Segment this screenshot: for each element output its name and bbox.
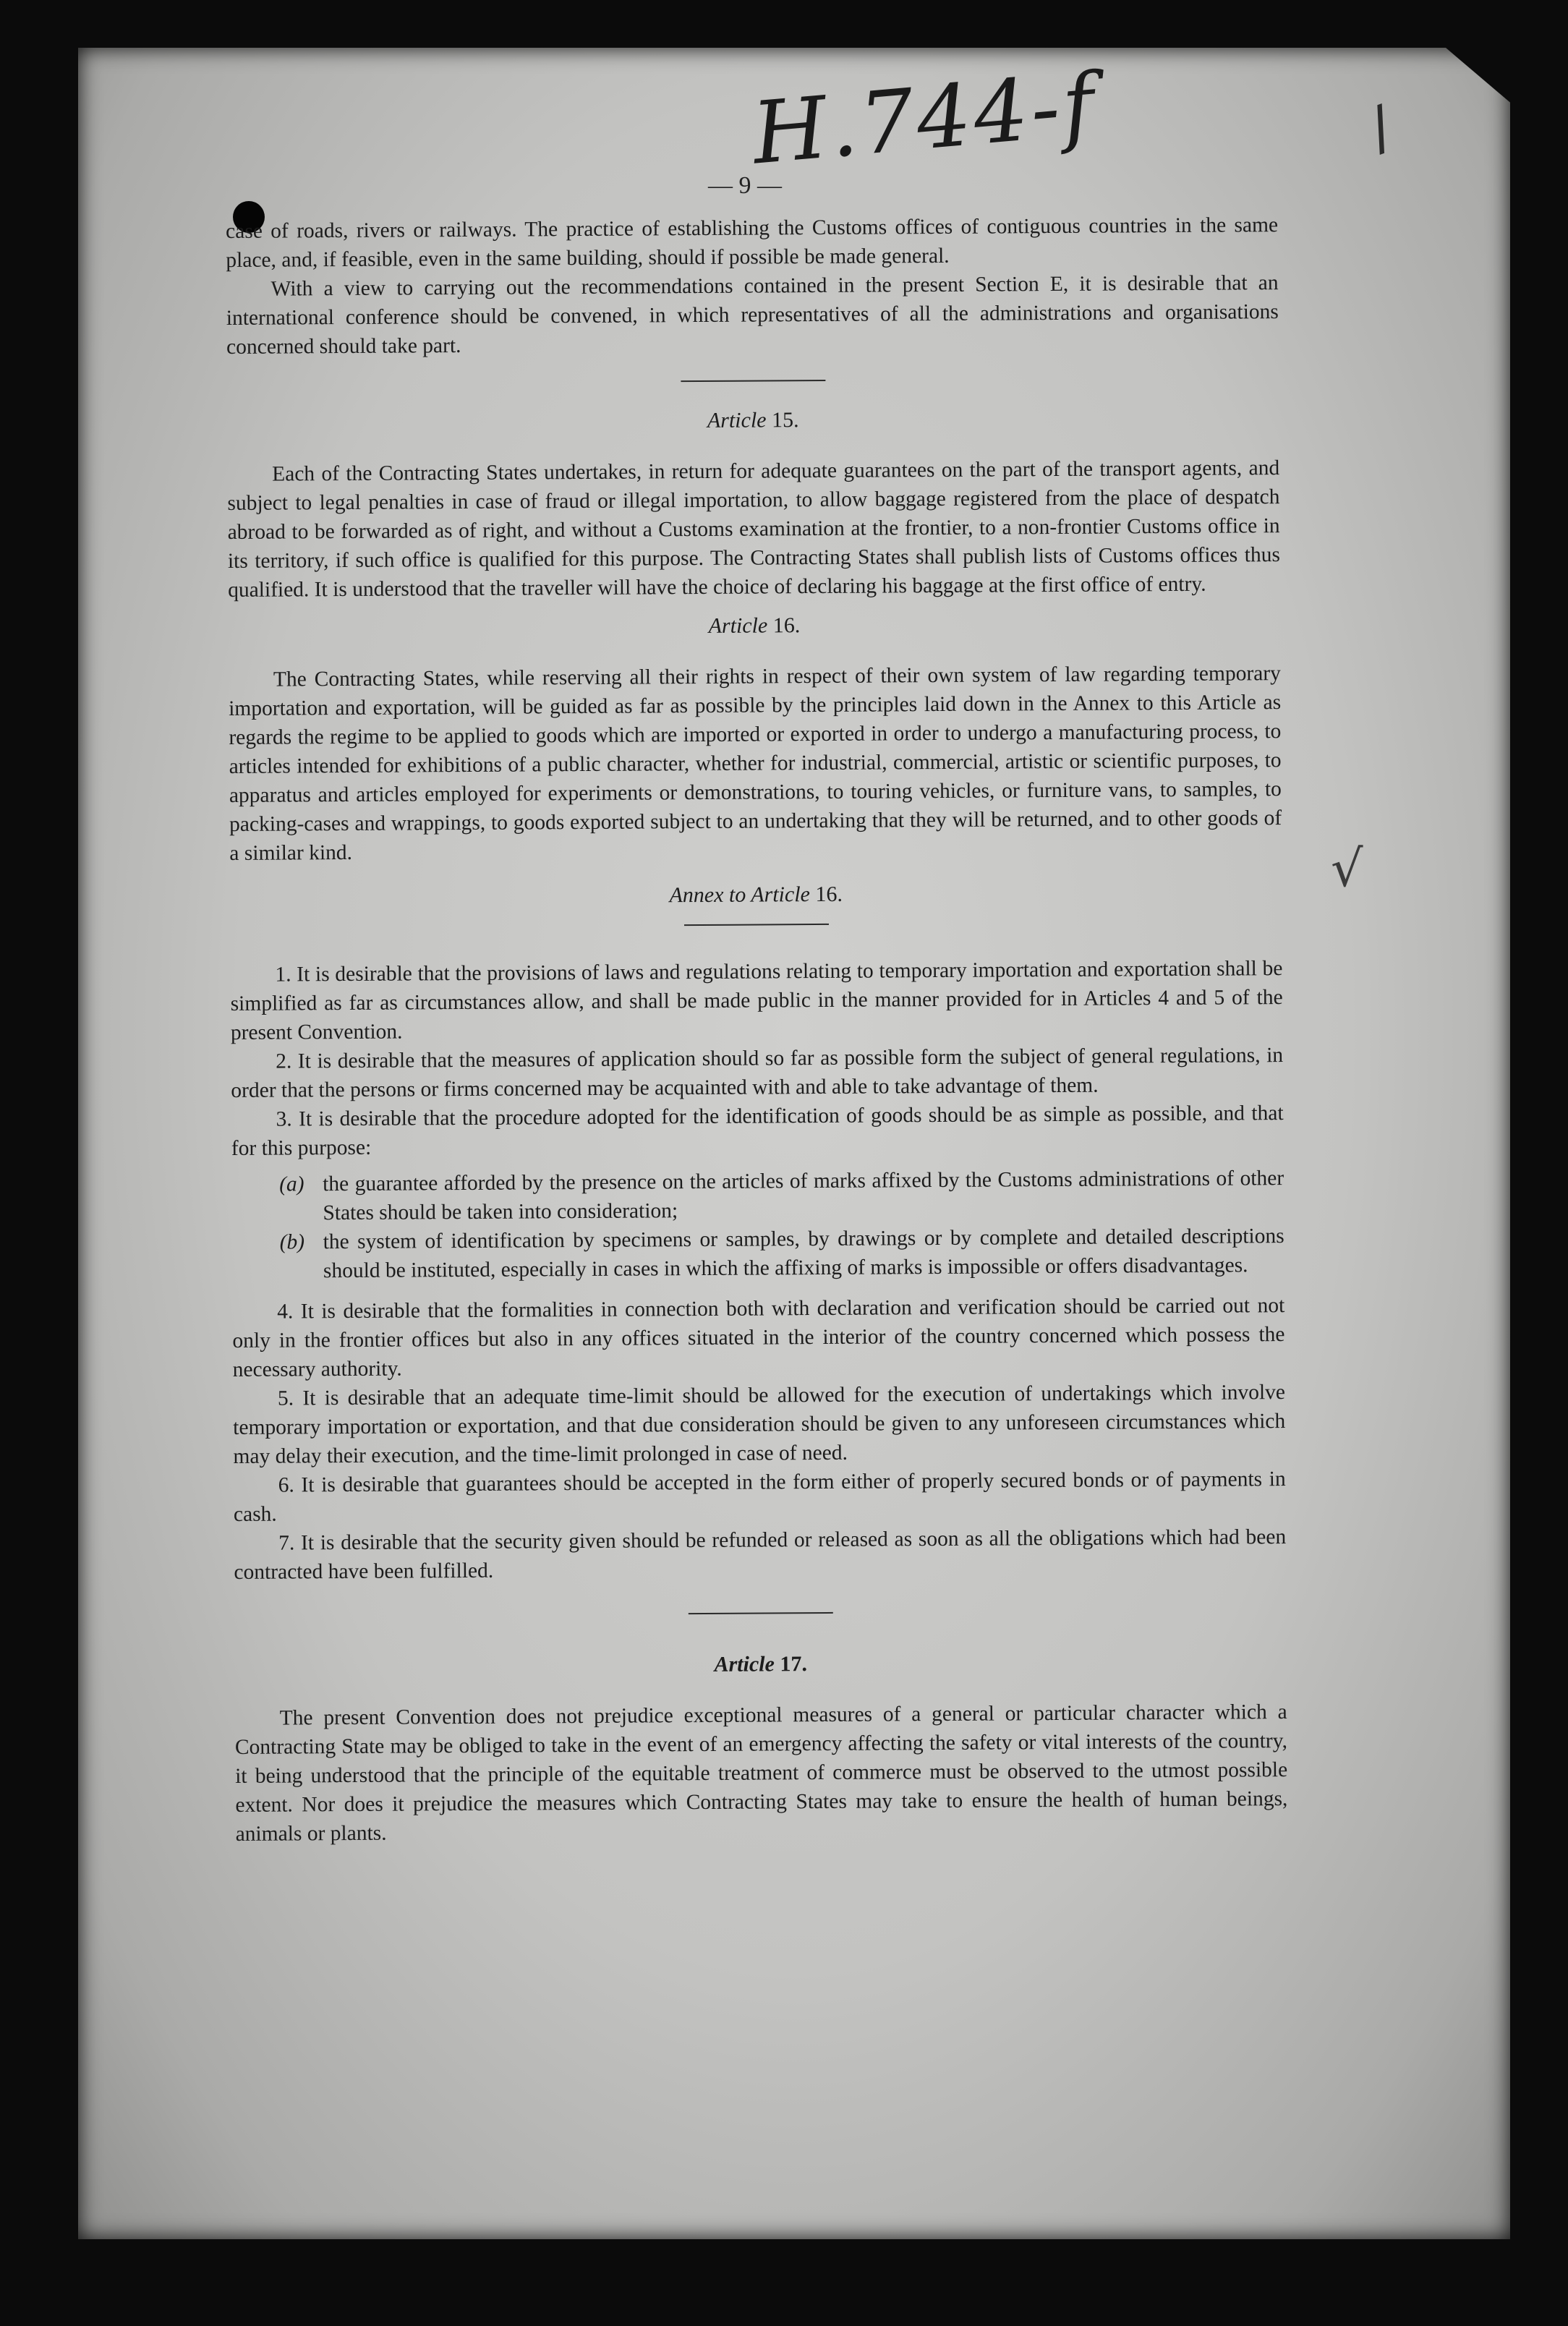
document-body bbox=[226, 210, 1288, 1849]
article-16-text: The Contracting States, while reserving all their rights in respect of their own system of law regarding temporary importation and exportation, will be guided as far as possible by the principles laid down in the Annex to this Article as regards the regime to be applied to goods which are imported or exported in order to undergo a manufacturing process, to articles intended for exhibitions of a public character, whether for industrial, commercial, artistic or scientific purposes, to apparatus and articles employed for experiments or demonstrations, to touring vehicles, or furniture vans, to samples, to packing-cases and wrappings, to goods exported subject to an undertaking that they will be returned, and to other goods of a similar kind. bbox=[229, 662, 1282, 865]
annex-item: 6. It is desirable that guarantees should be accepted in the form either of properly secured bonds or of payments in cash. bbox=[233, 1467, 1286, 1526]
handwritten-reference: H.744-f bbox=[748, 54, 1102, 184]
annex-sub-item: (a) the guarantee afforded by the presence on the articles of marks affixed by the Customs administrations of other States should be taken into consideration; bbox=[279, 1167, 1284, 1225]
section-divider bbox=[681, 380, 825, 382]
annex-item: 2. It is desirable that the measures of application should so far as possible form the subject of general regulations, in order that the persons or firms concerned may be acquainted with and able to take advantage of them. bbox=[231, 1044, 1284, 1102]
margin-check-mark: √ bbox=[1331, 839, 1363, 898]
corner-pencil-mark: / bbox=[1359, 93, 1402, 163]
intro-paragraph-2: With a view to carrying out the recommendations contained in the present Section E, it is desirable that an international conference should be convened, in which representatives of all the administrations and organisations concerned should take part. bbox=[226, 271, 1279, 359]
article-15-heading: Article 15. bbox=[707, 408, 799, 433]
section-divider bbox=[688, 1612, 832, 1614]
annex-item: 4. It is desirable that the formalities in connection both with declaration and verification should be carried out not only in the frontier offices but also in any offices situated in the interior of the country concerned which possess the necessary authority. bbox=[232, 1294, 1285, 1381]
annex-item: 1. It is desirable that the provisions of laws and regulations relating to temporary importation and exportation shall be simplified as far as circumstances allow, and shall be made public in the manner provided for in Articles 4 and 5 of the present Convention. bbox=[230, 957, 1283, 1044]
annex-item: 7. It is desirable that the security given should be refunded or released as soon as all the obligations which had been contracted have been fulfilled. bbox=[234, 1525, 1287, 1584]
annex-16-heading: Annex to Article 16. bbox=[669, 882, 843, 908]
page-number: — 9 — bbox=[708, 172, 782, 199]
article-16-heading: Article 16. bbox=[708, 613, 801, 638]
annex-item: 3. It is desirable that the procedure adopted for the identification of goods should be as simple as possible, and that for this purpose: bbox=[231, 1102, 1284, 1160]
article-15-text: Each of the Contracting States undertakes, in return for adequate guarantees on the part of the transport agents, and subject to legal penalties in case of fraud or illegal importation, to allow baggage registered from the place of despatch abroad to be forwarded as of right, and without a Customs examination at the frontier, to a non-frontier Customs office in its territory, if such office is qualified for this purpose. The Contracting States shall publish lists of Customs offices thus qualified. It is understood that the traveller will have the choice of declaring his baggage at the first office of entry. bbox=[227, 456, 1280, 602]
annex-divider bbox=[683, 924, 828, 926]
intro-paragraph-1: case of roads, rivers or railways. The practice of establishing the Customs offices of contiguous countries in the same place, and, if feasible, even in the same building, should if possible be made general. bbox=[226, 213, 1279, 272]
annex-item: 5. It is desirable that an adequate time-limit should be allowed for the execution of undertakings which involve temporary importation or exportation, and that due consideration should be given to any unforeseen circumstances which may delay their execution, and the time-limit prolonged in case of need. bbox=[233, 1381, 1286, 1468]
annex-sub-list bbox=[231, 1164, 1284, 1286]
annex-sub-item: (b) the system of identification by specimens or samples, by drawings or by complete and detailed descriptions should be instituted, especially in cases in which the affixing of marks is impossible or offers disadvantages. bbox=[279, 1224, 1284, 1283]
article-17-text: The present Convention does not prejudice exceptional measures of a general or particular character which a Contracting State may be obliged to take in the event of an emergency affecting the safety or vital interests of the country, it being understood that the principle of the equitable treatment of commerce must be observed to the utmost possible extent. Nor does it prejudice the measures which Contracting States may take to ensure the health of human beings, animals or plants. bbox=[234, 1700, 1288, 1846]
article-17-heading: Article 17. bbox=[714, 1652, 807, 1677]
